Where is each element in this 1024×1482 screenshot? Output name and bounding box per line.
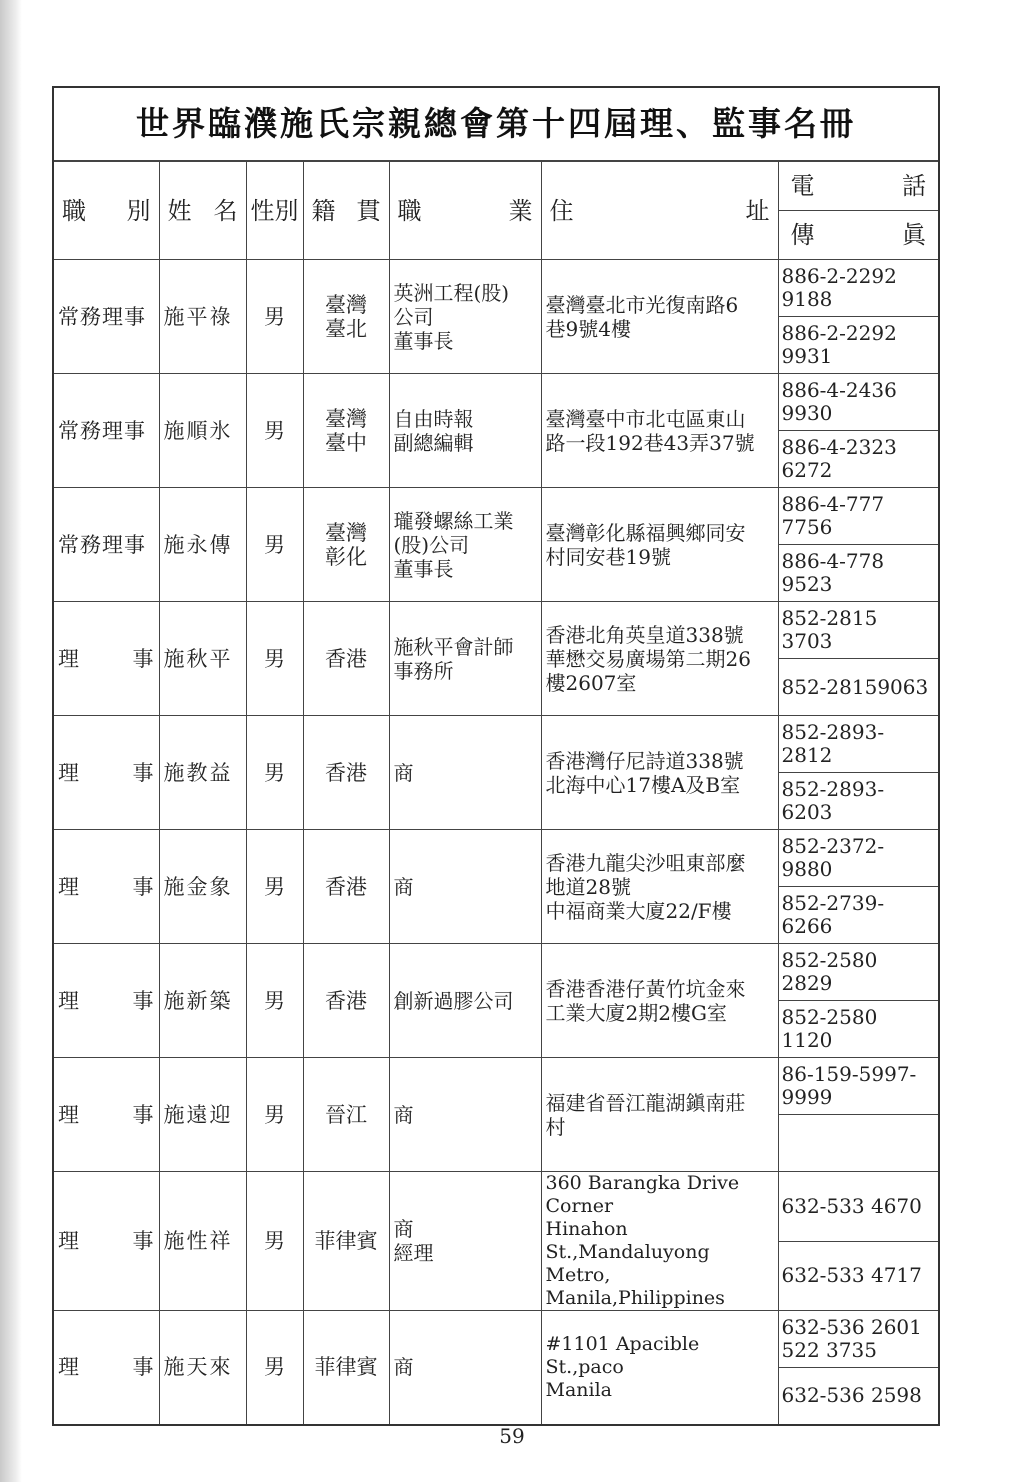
sex-cell: 男 xyxy=(246,830,303,944)
origin-cell: 菲律賓 xyxy=(303,1172,389,1311)
role-cell: 理 事 xyxy=(53,602,159,716)
origin-cell: 香港 xyxy=(303,830,389,944)
table-row xyxy=(53,488,939,545)
address-cell: 香港九龍尖沙咀東部麼 地道28號 中福商業大廈22/F樓 xyxy=(541,830,778,944)
address-cell: 360 Barangka Drive Corner Hinahon St.,Mandaluyong Metro, Manila,Philippines xyxy=(541,1172,778,1311)
phone-cell: 852-2372-9880 xyxy=(778,830,939,887)
origin-cell: 晉江 xyxy=(303,1058,389,1172)
name-cell: 施秋平 xyxy=(159,602,246,716)
header-phone: 電 話 xyxy=(778,162,939,211)
role-cell: 理 事 xyxy=(53,1172,159,1311)
sex-cell: 男 xyxy=(246,1058,303,1172)
address-cell: #1101 Apacible St.,paco Manila xyxy=(541,1311,778,1425)
job-cell: 英洲工程(股) 公司 董事長 xyxy=(389,260,541,374)
job-cell: 創新過膠公司 xyxy=(389,944,541,1058)
name-cell: 施順氷 xyxy=(159,374,246,488)
phone-cell: 852-2815 3703 xyxy=(778,602,939,659)
phone-cell: 886-4-777 7756 xyxy=(778,488,939,545)
table-row xyxy=(53,1058,939,1115)
name-cell: 施永傳 xyxy=(159,488,246,602)
fax-cell: 852-28159063 xyxy=(778,659,939,716)
fax-cell xyxy=(778,1115,939,1172)
page-number: 59 xyxy=(499,1424,525,1448)
header-fax: 傳 眞 xyxy=(778,211,939,260)
phone-cell: 852-2580 2829 xyxy=(778,944,939,1001)
table-row xyxy=(53,260,939,317)
header-sex: 性別 xyxy=(246,162,303,260)
sex-cell: 男 xyxy=(246,1311,303,1425)
name-cell: 施天來 xyxy=(159,1311,246,1425)
member-rows xyxy=(53,260,939,1425)
fax-cell: 886-2-2292 9931 xyxy=(778,317,939,374)
address-cell: 福建省晉江龍湖鎭南莊 村 xyxy=(541,1058,778,1172)
job-cell: 商 xyxy=(389,1058,541,1172)
fax-cell: 632-536 2598 xyxy=(778,1368,939,1425)
table-row xyxy=(53,716,939,773)
origin-cell: 臺灣 彰化 xyxy=(303,488,389,602)
origin-cell: 香港 xyxy=(303,716,389,830)
phone-cell: 886-2-2292 9188 xyxy=(778,260,939,317)
name-cell: 施新築 xyxy=(159,944,246,1058)
table-row xyxy=(53,602,939,659)
address-cell: 香港灣仔尼詩道338號 北海中心17樓A及B室 xyxy=(541,716,778,830)
role-cell: 常務理事 xyxy=(53,260,159,374)
fax-cell: 886-4-2323 6272 xyxy=(778,431,939,488)
phone-cell: 852-2893-2812 xyxy=(778,716,939,773)
header-address: 住 址 xyxy=(541,162,778,260)
job-cell: 瓏發螺絲工業 (股)公司 董事長 xyxy=(389,488,541,602)
header-job: 職 業 xyxy=(389,162,541,260)
role-cell: 理 事 xyxy=(53,1058,159,1172)
header-name: 姓 名 xyxy=(159,162,246,260)
directory-table xyxy=(52,86,940,1426)
job-cell: 商 xyxy=(389,1311,541,1425)
job-cell: 自由時報 副總編輯 xyxy=(389,374,541,488)
name-cell: 施性祥 xyxy=(159,1172,246,1311)
name-cell: 施教益 xyxy=(159,716,246,830)
name-cell: 施遠迎 xyxy=(159,1058,246,1172)
fax-cell: 852-2580 1120 xyxy=(778,1001,939,1058)
page-title: 世界臨濮施氏宗親總會第十四屆理、監事名冊 xyxy=(53,87,939,161)
sex-cell: 男 xyxy=(246,374,303,488)
table-row xyxy=(53,944,939,1001)
address-cell: 臺灣彰化縣福興鄉同安 村同安巷19號 xyxy=(541,488,778,602)
table-row xyxy=(53,1311,939,1368)
role-cell: 理 事 xyxy=(53,1311,159,1425)
table-row xyxy=(53,830,939,887)
header-role: 職 別 xyxy=(53,162,159,260)
fax-cell: 852-2739-6266 xyxy=(778,887,939,944)
phone-cell: 86-159-5997- 9999 xyxy=(778,1058,939,1115)
role-cell: 常務理事 xyxy=(53,374,159,488)
phone-cell: 632-536 2601 522 3735 xyxy=(778,1311,939,1368)
job-cell: 商 xyxy=(389,830,541,944)
origin-cell: 香港 xyxy=(303,944,389,1058)
table-row xyxy=(53,374,939,431)
book-gutter-shadow xyxy=(0,0,22,1482)
fax-cell: 852-2893-6203 xyxy=(778,773,939,830)
address-cell: 臺灣臺中市北屯區東山 路一段192巷43弄37號 xyxy=(541,374,778,488)
sex-cell: 男 xyxy=(246,260,303,374)
sex-cell: 男 xyxy=(246,602,303,716)
job-cell: 施秋平會計師 事務所 xyxy=(389,602,541,716)
address-cell: 香港香港仔黃竹坑金來 工業大廈2期2樓G室 xyxy=(541,944,778,1058)
address-cell: 臺灣臺北市光復南路6 巷9號4樓 xyxy=(541,260,778,374)
name-cell: 施平祿 xyxy=(159,260,246,374)
origin-cell: 菲律賓 xyxy=(303,1311,389,1425)
phone-cell: 886-4-2436 9930 xyxy=(778,374,939,431)
address-cell: 香港北角英皇道338號 華懋交易廣場第二期26 樓2607室 xyxy=(541,602,778,716)
phone-cell: 632-533 4670 xyxy=(778,1172,939,1242)
sex-cell: 男 xyxy=(246,716,303,830)
origin-cell: 臺灣 臺北 xyxy=(303,260,389,374)
role-cell: 常務理事 xyxy=(53,488,159,602)
origin-cell: 香港 xyxy=(303,602,389,716)
header-origin: 籍 貫 xyxy=(303,162,389,260)
role-cell: 理 事 xyxy=(53,830,159,944)
job-cell: 商 經理 xyxy=(389,1172,541,1311)
name-cell: 施金象 xyxy=(159,830,246,944)
job-cell: 商 xyxy=(389,716,541,830)
sex-cell: 男 xyxy=(246,944,303,1058)
sex-cell: 男 xyxy=(246,488,303,602)
sex-cell: 男 xyxy=(246,1172,303,1311)
table-row xyxy=(53,1172,939,1242)
fax-cell: 886-4-778 9523 xyxy=(778,545,939,602)
role-cell: 理 事 xyxy=(53,716,159,830)
origin-cell: 臺灣 臺中 xyxy=(303,374,389,488)
fax-cell: 632-533 4717 xyxy=(778,1241,939,1311)
role-cell: 理 事 xyxy=(53,944,159,1058)
